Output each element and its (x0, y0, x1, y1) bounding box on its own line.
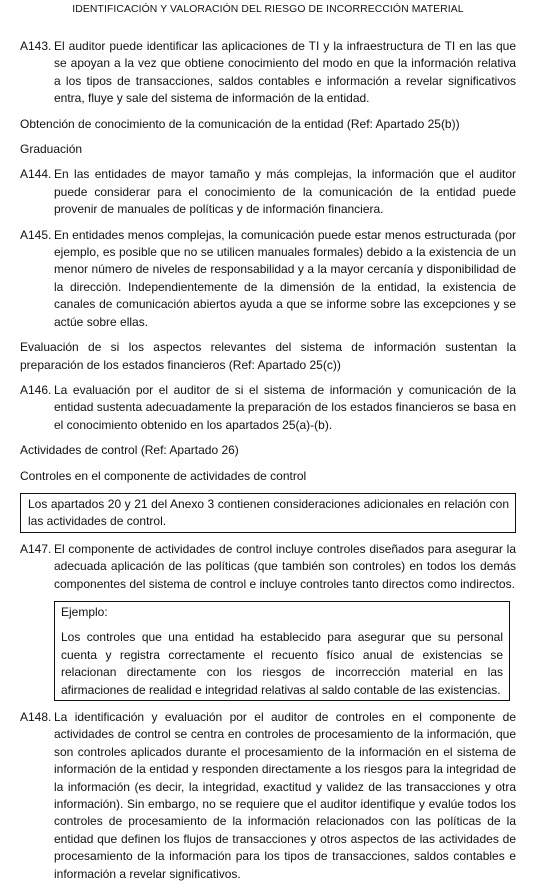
paragraph-a145 (20, 227, 516, 331)
paragraph-number: A148. (20, 710, 52, 724)
document-body (20, 38, 516, 891)
example-title: Ejemplo: (61, 604, 108, 619)
section-heading-evaluacion: Evaluación de si los aspectos relevantes del sistema de información sustentan la preparación de los estados financieros (Ref: Apartado 25(c)) (20, 340, 516, 372)
paragraph-a146 (20, 382, 516, 434)
example-box (54, 601, 510, 701)
section-heading-comunicacion: Obtención de conocimiento de la comunicación de la entidad (Ref: Apartado 25(b)) (20, 116, 460, 131)
paragraph-number: A144. (20, 167, 52, 182)
paragraph-a143 (20, 38, 516, 108)
paragraph-text: La evaluación por el auditor de si el sistema de información y comunicación de la entidad sustenta adecuadamente la preparación de los estados financieros se basa en el conocimiento obtenido en los apartados 25(a)-(b). (54, 382, 516, 432)
paragraph-a144 (20, 166, 516, 218)
paragraph-text: El auditor puede identificar las aplicaciones de TI y la infraestructura de TI en las que se apoyan a la vez que obtiene conocimiento del modo en que la información relativa a los tipos de transacciones, saldos contables e información a revelar significativos entra, fluye y sale del sistema de información de la entidad. (54, 39, 516, 106)
paragraph-text: En las entidades de mayor tamaño y más complejas, la información que el auditor puede considerar para el conocimiento de la comunicación de la entidad puede provenir de manuales de políticas y de información financiera. (54, 167, 516, 217)
paragraph-number: A147. (20, 541, 52, 556)
paragraph-a147 (20, 541, 516, 593)
paragraph-number: A145. (20, 227, 52, 242)
section-heading-actividades: Actividades de control (Ref: Apartado 26) (20, 443, 239, 458)
subheading-graduacion: Graduación (20, 142, 83, 157)
paragraph-a148 (20, 709, 516, 883)
subheading-controles: Controles en el componente de actividades de control (20, 468, 307, 483)
paragraph-text: En entidades menos complejas, la comunicación puede estar menos estructurada (por ejemplo, es posible que no se utilicen manuales formales) debido a la existencia de un menor número de niveles de responsabilidad y a la mayor cercanía y disponibilidad de la dirección. Independientemente de la dimensión de la entidad, la existencia de canales de comunicación abiertos ayuda a que se informe sobre las excepciones y se actúe sobre ellas. (54, 227, 516, 329)
example-text: Los controles que una entidad ha establecido para asegurar que su personal cuenta y registra correctamente el recuento físico anual de existencias se relacionan directamente con los riesgos de incorrección material en las afirmaciones de realidad e integridad relativas al saldo contable de las existencias. (61, 630, 503, 697)
paragraph-number: A143. (20, 39, 52, 53)
paragraph-text: La identificación y evaluación por el auditor de controles en el componente de actividades de control se centra en controles de procesamiento de la información, que son controles aplicados durante el procesamiento de la información en el sistema de información de la entidad y responden directamente a los riesgos para la integridad de la información (es decir, la integridad, exactitud y validez de las transacciones y otra información). Sin embargo, no se requiere que el auditor identifique y evalúe todos los controles de procesamiento de la información relacionados con las políticas de la entidad que definen los flujos de transacciones y otros aspectos de las actividades de procesamiento de la información para los tipos de transacciones, saldos contables e información a revelar significativos. (54, 710, 516, 881)
paragraph-text: El componente de actividades de control incluye controles diseñados para asegurar la adecuada aplicación de las políticas (que también son controles) en todos los demás componentes del sistema de control e incluye controles tanto directos como indirectos. (54, 541, 516, 591)
paragraph-number: A146. (20, 382, 52, 397)
annex-note-box: Los apartados 20 y 21 del Anexo 3 contienen consideraciones adicionales en relación con las actividades de control. (20, 493, 516, 533)
page-header-title: IDENTIFICACIÓN Y VALORACIÓN DEL RIESGO DE INCORRECCIÓN MATERIAL (72, 4, 464, 15)
